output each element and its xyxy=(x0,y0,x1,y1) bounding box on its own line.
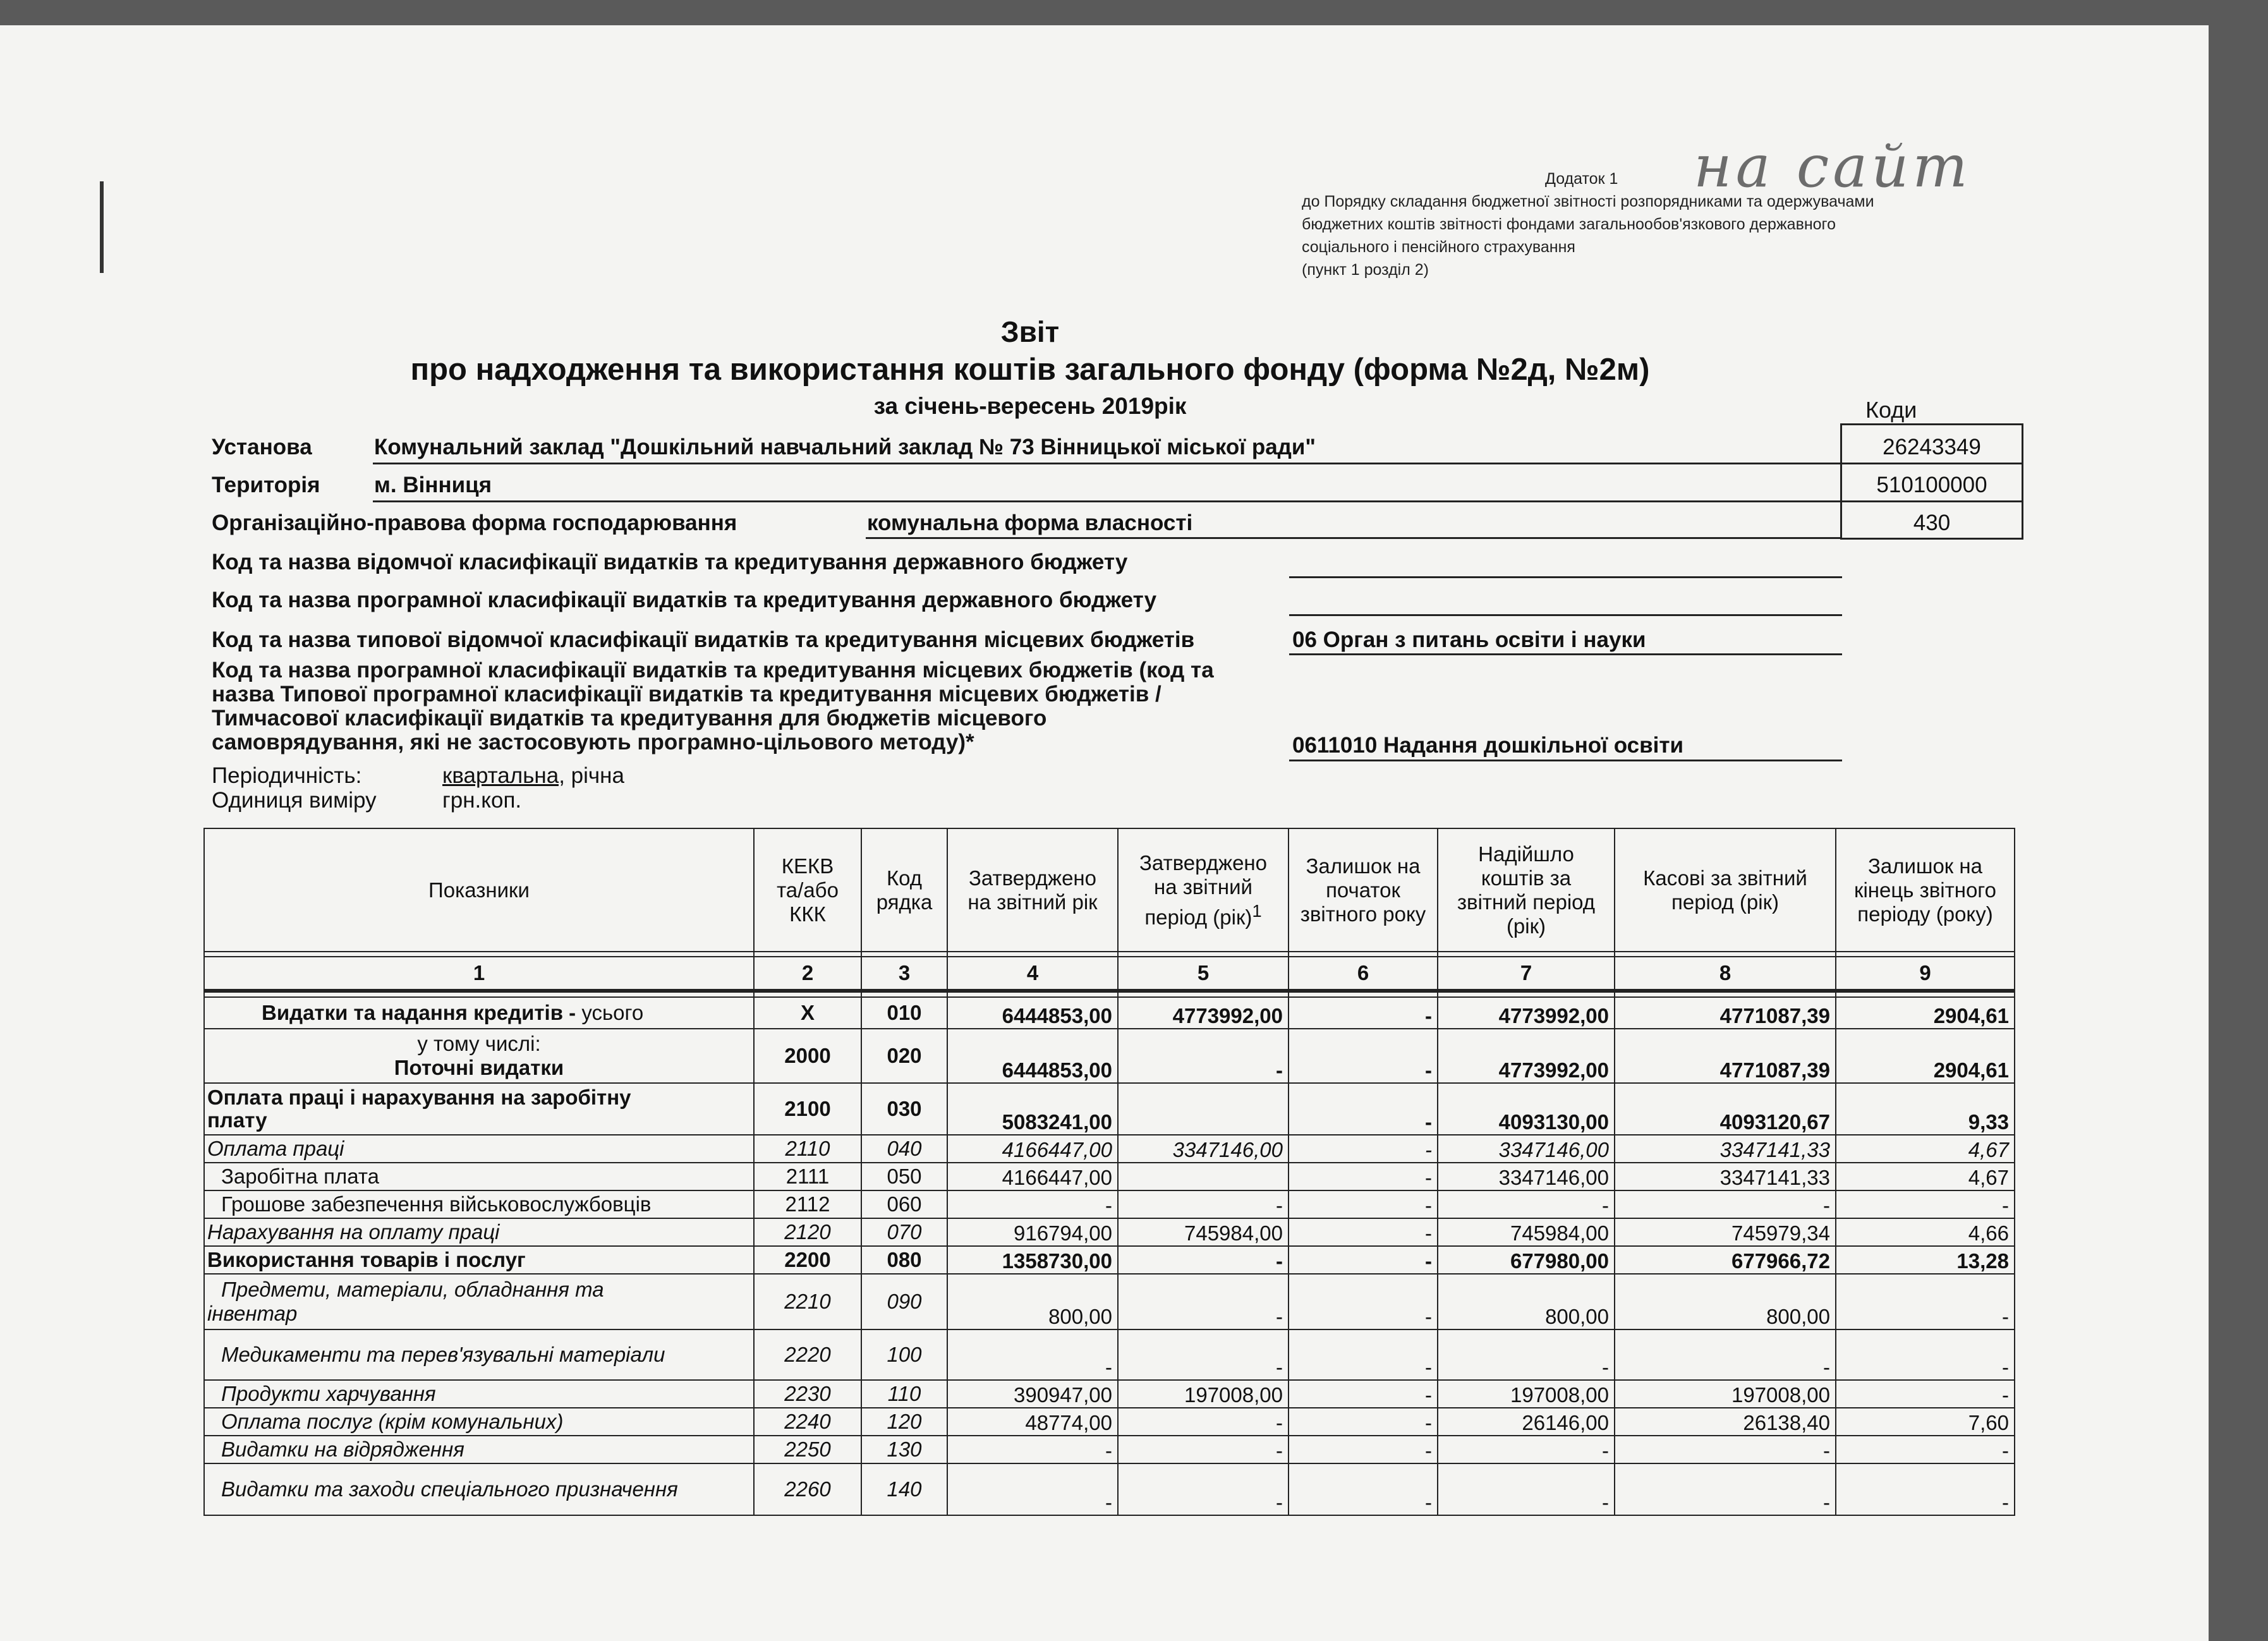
row-code: 060 xyxy=(861,1190,947,1218)
table-row xyxy=(204,1218,2015,1246)
cell-balance-start: - xyxy=(1289,1463,1438,1515)
cell-balance-end: 4,67 xyxy=(1836,1135,2015,1163)
annex-line: соціального і пенсійного страхування xyxy=(1302,238,1575,256)
org-form-value: комунальна форма власності xyxy=(867,511,1193,535)
cell-received: - xyxy=(1438,1463,1615,1515)
column-number: 2 xyxy=(754,957,861,991)
cell-received: 677980,00 xyxy=(1438,1246,1615,1274)
cell-balance-start: - xyxy=(1289,1436,1438,1463)
cell-balance-end: - xyxy=(1836,1436,2015,1463)
cell-balance-end: - xyxy=(1836,1274,2015,1329)
table-row xyxy=(204,1190,2015,1218)
table-row xyxy=(204,1463,2015,1515)
cell-received: 26146,00 xyxy=(1438,1408,1615,1436)
report-table xyxy=(203,828,2015,1516)
row-kekv: 2210 xyxy=(754,1274,861,1329)
row-code: 100 xyxy=(861,1329,947,1380)
cell-received: 800,00 xyxy=(1438,1274,1615,1329)
table-row xyxy=(204,1329,2015,1380)
cell-balance-start: - xyxy=(1289,1163,1438,1190)
label-line: назва Типової програмної класифікації видатків та кредитування місцевих бюджетів / xyxy=(212,682,1161,706)
row-code: 130 xyxy=(861,1436,947,1463)
row-kekv: 2200 xyxy=(754,1246,861,1274)
header-approved-year: Затверджено на звітний рік xyxy=(947,828,1118,952)
table-row xyxy=(204,1029,2015,1083)
row-code: 140 xyxy=(861,1463,947,1515)
cell-approved-period: - xyxy=(1118,1408,1289,1436)
header-received: Надійшло коштів за звітний період (рік) xyxy=(1438,828,1615,952)
codes-label: Коди xyxy=(1865,397,1917,423)
column-number: 9 xyxy=(1836,957,2015,991)
cell-balance-end: 2904,61 xyxy=(1836,1029,2015,1083)
codes-divider xyxy=(1840,500,2023,502)
cell-approved-year: 390947,00 xyxy=(947,1380,1118,1408)
cell-approved-year: 800,00 xyxy=(947,1274,1118,1329)
local-dept-classification-value: 06 Орган з питань освіти і науки xyxy=(1292,627,1646,652)
institution-label: Установа xyxy=(212,435,312,459)
cell-approved-year: 4166447,00 xyxy=(947,1135,1118,1163)
cell-balance-start: - xyxy=(1289,1274,1438,1329)
cell-approved-year: 916794,00 xyxy=(947,1218,1118,1246)
cell-cash: - xyxy=(1615,1463,1836,1515)
cell-balance-start: - xyxy=(1289,1029,1438,1083)
cell-approved-year: 6444853,00 xyxy=(947,997,1118,1029)
table-row xyxy=(204,1408,2015,1436)
header-row-code: Код рядка xyxy=(861,828,947,952)
cell-approved-period: 745984,00 xyxy=(1118,1218,1289,1246)
cell-balance-start: - xyxy=(1289,1083,1438,1135)
institution-code: 26243349 xyxy=(1883,435,1981,459)
row-label: Оплата послуг (крім комунальних) xyxy=(204,1408,754,1436)
cell-approved-period: - xyxy=(1118,1329,1289,1380)
cell-cash: 4771087,39 xyxy=(1615,997,1836,1029)
cell-cash: 3347141,33 xyxy=(1615,1135,1836,1163)
institution-value: Комунальний заклад "Дошкільний навчальний заклад № 73 Вінницької міської ради" xyxy=(374,435,1316,459)
row-code: 120 xyxy=(861,1408,947,1436)
cell-approved-period: - xyxy=(1118,1190,1289,1218)
table-row xyxy=(204,1135,2015,1163)
row-label: Нарахування на оплату праці xyxy=(204,1218,754,1246)
org-form-label: Організаційно-правова форма господарювання xyxy=(212,511,737,535)
row-code: 020 xyxy=(861,1029,947,1083)
cell-cash: 26138,40 xyxy=(1615,1408,1836,1436)
cell-received: - xyxy=(1438,1329,1615,1380)
report-period: за січень-вересень 2019рік xyxy=(873,393,1187,419)
cell-approved-year: 48774,00 xyxy=(947,1408,1118,1436)
annex-line: бюджетних коштів звітності фондами загальнообов'язкового державного xyxy=(1302,215,1836,233)
row-label: Заробітна плата xyxy=(204,1163,754,1190)
row-label: Продукти харчування xyxy=(204,1380,754,1408)
periodicity-label: Періодичність: xyxy=(212,763,362,788)
row-label: у тому числі: Поточні видатки xyxy=(204,1029,754,1083)
cell-received: 3347146,00 xyxy=(1438,1163,1615,1190)
column-number: 3 xyxy=(861,957,947,991)
cell-approved-year: - xyxy=(947,1463,1118,1515)
row-code: 050 xyxy=(861,1163,947,1190)
row-kekv: 2260 xyxy=(754,1463,861,1515)
dept-classification-label: Код та назва відомчої класифікації видатків та кредитування державного бюджету xyxy=(212,550,1128,574)
row-kekv: 2120 xyxy=(754,1218,861,1246)
table-row xyxy=(204,1436,2015,1463)
cell-approved-year: - xyxy=(947,1436,1118,1463)
cell-approved-year: 1358730,00 xyxy=(947,1246,1118,1274)
row-code: 010 xyxy=(861,997,947,1029)
row-code: 090 xyxy=(861,1274,947,1329)
annex-line: (пункт 1 розділ 2) xyxy=(1302,261,1429,279)
cell-balance-start: - xyxy=(1289,1135,1438,1163)
cell-approved-period: 3347146,00 xyxy=(1118,1135,1289,1163)
cell-balance-start: - xyxy=(1289,1218,1438,1246)
label-line: Тимчасової класифікації видатків та кредитування для бюджетів місцевого xyxy=(212,706,1047,730)
territory-value: м. Вінниця xyxy=(374,473,492,497)
cell-cash: 800,00 xyxy=(1615,1274,1836,1329)
row-kekv: 2112 xyxy=(754,1190,861,1218)
cell-cash: - xyxy=(1615,1329,1836,1380)
cell-approved-period: - xyxy=(1118,1246,1289,1274)
cell-balance-start: - xyxy=(1289,997,1438,1029)
cell-cash: 4093120,67 xyxy=(1615,1083,1836,1135)
annex-title: Додаток 1 xyxy=(1545,170,1618,188)
table-row xyxy=(204,1274,2015,1329)
header-balance-start: Залишок на початок звітного року xyxy=(1289,828,1438,952)
cell-received: 745984,00 xyxy=(1438,1218,1615,1246)
row-kekv: 2240 xyxy=(754,1408,861,1436)
cell-approved-period xyxy=(1118,1163,1289,1190)
column-number: 6 xyxy=(1289,957,1438,991)
unit-label: Одиниця виміру xyxy=(212,788,377,813)
column-number: 7 xyxy=(1438,957,1615,991)
label-line: самоврядування, які не застосовують програмно-цільового методу)* xyxy=(212,730,974,754)
cell-approved-year: - xyxy=(947,1329,1118,1380)
row-code: 070 xyxy=(861,1218,947,1246)
row-kekv: 2220 xyxy=(754,1329,861,1380)
row-code: 080 xyxy=(861,1246,947,1274)
annex-reference xyxy=(1302,167,1984,281)
cell-approved-period: - xyxy=(1118,1436,1289,1463)
header-kekv: КЕКВ та/або ККК xyxy=(754,828,861,952)
cell-received: - xyxy=(1438,1436,1615,1463)
row-kekv: 2110 xyxy=(754,1135,861,1163)
column-number: 4 xyxy=(947,957,1118,991)
local-program-classification-label xyxy=(212,658,1286,754)
institution-underline xyxy=(373,463,1840,464)
row-label: Використання товарів і послуг xyxy=(204,1246,754,1274)
cell-balance-end: - xyxy=(1836,1380,2015,1408)
row-label: Видатки та надання кредитів - усього xyxy=(204,997,754,1029)
cell-approved-period: - xyxy=(1118,1029,1289,1083)
program-classification-label: Код та назва програмної класифікації видатків та кредитування державного бюджету xyxy=(212,588,1157,612)
local-dept-classification-underline xyxy=(1289,653,1842,655)
row-kekv: X xyxy=(754,997,861,1029)
row-label: Видатки та заходи спеціального призначення xyxy=(204,1463,754,1515)
row-kekv: 2100 xyxy=(754,1083,861,1135)
table-spacer xyxy=(204,952,2015,957)
row-code: 030 xyxy=(861,1083,947,1135)
local-program-underline xyxy=(1289,760,1842,761)
program-classification-underline xyxy=(1289,614,1842,616)
org-form-code: 430 xyxy=(1913,511,1951,535)
table-header-row xyxy=(204,828,2015,952)
cell-approved-period: - xyxy=(1118,1463,1289,1515)
codes-divider xyxy=(1840,463,2023,464)
cell-balance-end: 13,28 xyxy=(1836,1246,2015,1274)
table-row xyxy=(204,1380,2015,1408)
header-approved-period: Затверджено на звітний період (рік)$^1$ xyxy=(1118,828,1289,952)
margin-mark xyxy=(100,181,104,273)
row-code: 110 xyxy=(861,1380,947,1408)
cell-balance-end: 7,60 xyxy=(1836,1408,2015,1436)
periodicity-value xyxy=(442,763,624,789)
cell-received: 4773992,00 xyxy=(1438,997,1615,1029)
local-dept-classification-label: Код та назва типової відомчої класифікації видатків та кредитування місцевих бюджетів xyxy=(212,627,1195,652)
cell-approved-period: 197008,00 xyxy=(1118,1380,1289,1408)
row-label: Видатки на відрядження xyxy=(204,1436,754,1463)
cell-approved-year: - xyxy=(947,1190,1118,1218)
column-number: 1 xyxy=(204,957,754,991)
unit-value: грн.коп. xyxy=(442,788,522,813)
cell-received: 3347146,00 xyxy=(1438,1135,1615,1163)
cell-balance-end: - xyxy=(1836,1329,2015,1380)
label-line: Код та назва програмної класифікації видатків та кредитування місцевих бюджетів (код та xyxy=(212,658,1214,682)
annex-line: до Порядку складання бюджетної звітності розпорядниками та одержувачами xyxy=(1302,193,1874,210)
cell-balance-end: 9,33 xyxy=(1836,1083,2015,1135)
cell-approved-year: 4166447,00 xyxy=(947,1163,1118,1190)
row-kekv: 2111 xyxy=(754,1163,861,1190)
row-kekv: 2230 xyxy=(754,1380,861,1408)
cell-approved-period: - xyxy=(1118,1274,1289,1329)
row-label: Оплата праці xyxy=(204,1135,754,1163)
cell-received: - xyxy=(1438,1190,1615,1218)
periodicity-annual: річна xyxy=(564,763,624,788)
cell-balance-end: 4,66 xyxy=(1836,1218,2015,1246)
cell-cash: 197008,00 xyxy=(1615,1380,1836,1408)
dept-classification-underline xyxy=(1289,576,1842,578)
cell-approved-year: 6444853,00 xyxy=(947,1029,1118,1083)
report-subtitle: про надходження та використання коштів загального фонду (форма №2д, №2м) xyxy=(410,353,1650,387)
cell-approved-period: 4773992,00 xyxy=(1118,997,1289,1029)
column-numbers-row xyxy=(204,957,2015,991)
cell-approved-year: 5083241,00 xyxy=(947,1083,1118,1135)
cell-cash: 3347141,33 xyxy=(1615,1163,1836,1190)
periodicity-quarterly: квартальна, xyxy=(442,763,565,788)
org-form-underline xyxy=(866,537,1840,539)
table-row xyxy=(204,1163,2015,1190)
table-row xyxy=(204,1083,2015,1135)
cell-balance-end: 4,67 xyxy=(1836,1163,2015,1190)
cell-received: 197008,00 xyxy=(1438,1380,1615,1408)
row-label: Оплата праці і нарахування на заробітну плату xyxy=(204,1083,754,1135)
cell-approved-period xyxy=(1118,1083,1289,1135)
table-row xyxy=(204,1246,2015,1274)
cell-balance-start: - xyxy=(1289,1380,1438,1408)
column-number: 8 xyxy=(1615,957,1836,991)
header-balance-end: Залишок на кінець звітного періоду (року) xyxy=(1836,828,2015,952)
cell-balance-start: - xyxy=(1289,1246,1438,1274)
cell-balance-start: - xyxy=(1289,1329,1438,1380)
row-label: Предмети, матеріали, обладнання та інвентар xyxy=(204,1274,754,1329)
row-kekv: 2000 xyxy=(754,1029,861,1083)
territory-label: Територія xyxy=(212,473,320,497)
column-number: 5 xyxy=(1118,957,1289,991)
cell-cash: 745979,34 xyxy=(1615,1218,1836,1246)
table-row xyxy=(204,997,2015,1029)
cell-cash: 677966,72 xyxy=(1615,1246,1836,1274)
cell-received: 4093130,00 xyxy=(1438,1083,1615,1135)
cell-balance-start: - xyxy=(1289,1190,1438,1218)
cell-cash: - xyxy=(1615,1190,1836,1218)
header-indicators: Показники xyxy=(204,828,754,952)
header-cash: Касові за звітний період (рік) xyxy=(1615,828,1836,952)
cell-balance-end: - xyxy=(1836,1463,2015,1515)
cell-balance-end: - xyxy=(1836,1190,2015,1218)
territory-underline xyxy=(373,500,1840,502)
row-kekv: 2250 xyxy=(754,1436,861,1463)
cell-cash: - xyxy=(1615,1436,1836,1463)
cell-balance-start: - xyxy=(1289,1408,1438,1436)
local-program-classification-value: 0611010 Надання дошкільної освіти xyxy=(1292,733,1684,758)
row-code: 040 xyxy=(861,1135,947,1163)
cell-received: 4773992,00 xyxy=(1438,1029,1615,1083)
row-label: Медикаменти та перев'язувальні матеріали xyxy=(204,1329,754,1380)
territory-code: 510100000 xyxy=(1876,473,1987,497)
cell-cash: 4771087,39 xyxy=(1615,1029,1836,1083)
report-title: Звіт xyxy=(1000,315,1060,348)
handwritten-note: на сайт xyxy=(1694,133,1972,200)
cell-balance-end: 2904,61 xyxy=(1836,997,2015,1029)
table-spacer xyxy=(204,991,2015,997)
row-label: Грошове забезпечення військовослужбовців xyxy=(204,1190,754,1218)
